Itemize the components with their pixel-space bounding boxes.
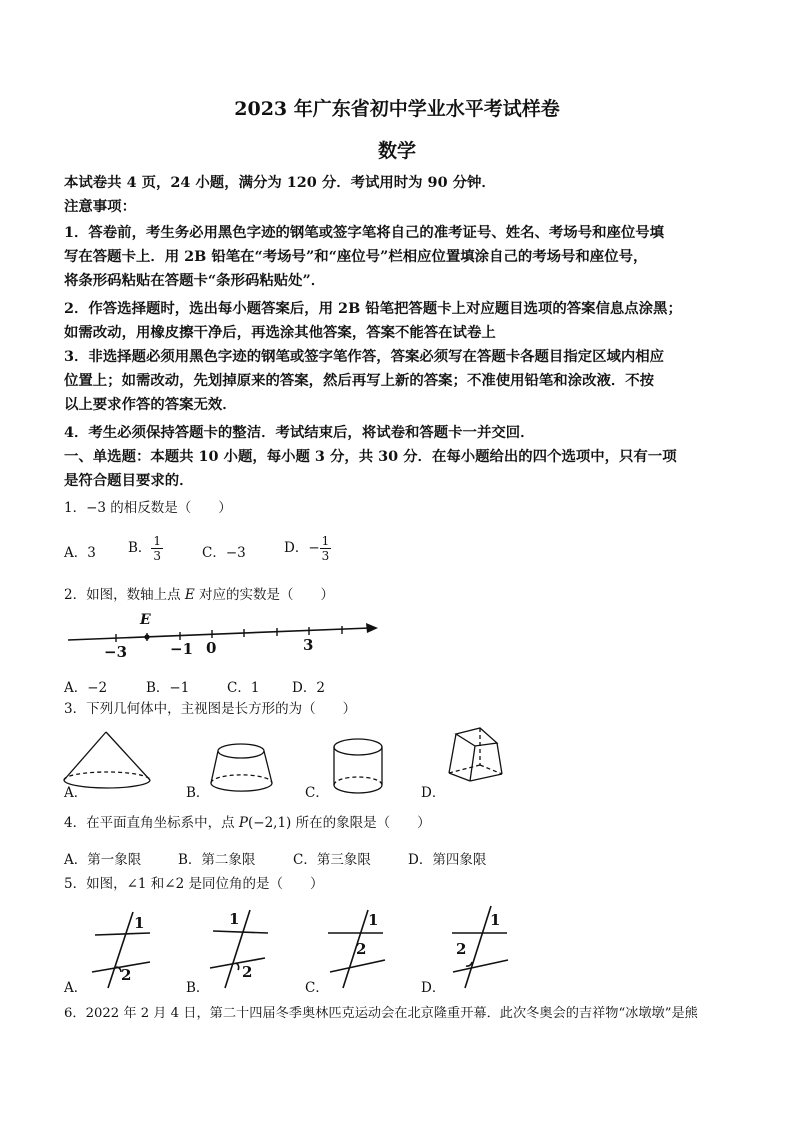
notice-4: 4．考生必须保持答题卡的整洁．考试结束后，将试卷和答题卡一并交回． [64,424,535,441]
b-angle1-label: 1 [229,910,240,928]
q4-option-b[interactable]: B．第二象限 [178,852,256,868]
d-angle2-label: 2 [456,940,467,958]
a-angle1-label: 1 [134,914,145,932]
q4-stem-coord: (−2,1) [247,815,292,831]
section-1-line-1: 一、单选题：本题共 10 小题，每小题 3 分，共 30 分．在每小题给出的四个选项中，只有一项 [64,448,677,465]
tick-label-m3: −3 [104,643,128,661]
q2-stem-var: E [184,587,195,603]
q3-option-d[interactable]: D． [421,785,446,801]
q2-option-d[interactable]: D．2 [292,680,325,696]
a-angle2-label: 2 [121,966,132,984]
q2-stem-post: 对应的实数是（ ） [194,587,335,603]
q1-d-denominator: 3 [321,549,330,563]
q1-option-b-label: B． [128,540,152,556]
q4-option-c[interactable]: C．第三象限 [293,852,371,868]
notice-2-line-2: 如需改动，用橡皮擦干净后，再选涂其他答案，答案不能答在试卷上 [64,324,496,341]
q5-option-b[interactable]: B． [186,980,210,996]
q1-option-d-label: D．− [284,540,320,556]
c-angle1-label: 1 [368,911,379,929]
exam-info: 本试卷共 4 页，24 小题，满分为 120 分．考试用时为 90 分钟． [64,174,496,191]
q2-stem-pre: 2．如图，数轴上点 [64,587,185,603]
q6-stem: 6．2022 年 2 月 4 日，第二十四届冬季奥林匹克运动会在北京隆重开幕．此次冬奥会的吉祥物“冰墩墩”是熊 [64,1006,698,1021]
q3-option-b[interactable]: B． [186,785,210,801]
q4-option-d[interactable]: D．第四象限 [408,852,487,868]
q4-stem-pre: 4．在平面直角坐标系中，点 [64,815,239,831]
notice-3-line-1: 3．非选择题必须用黑色字迹的钢笔或签字笔作答，答案必须写在答题卡各题目指定区域内相应 [64,348,665,365]
q3-option-a[interactable]: A． [64,785,88,801]
q1-stem: 1．−3 的相反数是（ ） [64,500,232,516]
q5-stem: 5．如图，∠1 和∠2 是同位角的是（ ） [64,876,324,892]
tick-label-0: 0 [206,639,217,657]
notice-1-line-1: 1．答卷前，考生务必用黑色字迹的钢笔或签字笔将自己的准考证号、姓名、考场号和座位号填 [64,224,665,241]
q3-option-c[interactable]: C． [305,785,329,801]
notice-1-line-3: 将条形码粘贴在答题卡“条形码粘贴处”． [64,272,326,289]
subject-title: 数学 [377,140,416,162]
q4-stem-var: P [238,815,248,831]
q1-option-c[interactable]: C．−3 [202,545,246,561]
q5-option-a[interactable]: A． [64,980,88,996]
q1-b-denominator: 3 [153,549,162,563]
q2-option-c[interactable]: C．1 [227,680,260,696]
notice-3-line-3: 以上要求作答的答案无效． [64,396,237,413]
q4-stem-post: 所在的象限是（ ） [291,815,431,831]
q2-option-b[interactable]: B．−1 [146,680,190,696]
b-angle2-label: 2 [242,963,253,981]
section-1-line-2: 是符合题目要求的． [64,472,194,489]
d-angle1-label: 1 [490,911,501,929]
q5-option-c[interactable]: C． [305,980,329,996]
c-angle2-label: 2 [356,940,367,958]
point-e-label: E [140,612,151,628]
exam-title: 2023 年广东省初中学业水平考试样卷 [234,98,560,120]
tick-label-m1: −1 [170,640,194,658]
notice-3-line-2: 位置上；如需改动，先划掉原来的答案，然后再写上新的答案；不准使用铅笔和涂改液．不按 [64,372,655,389]
notice-1-line-2: 写在答题卡上．用 2B 铅笔在“考场号”和“座位号”栏相应位置填涂自己的考场号和座位号， [64,248,648,265]
q1-option-a[interactable]: A．3 [64,545,96,561]
q5-option-d[interactable]: D． [421,980,446,996]
q4-option-a[interactable]: A．第一象限 [64,852,142,868]
notice-2-line-1: 2．作答选择题时，选出每小题答案后，用 2B 铅笔把答题卡上对应题目选项的答案信息点涂黑； [64,300,682,317]
tick-label-3: 3 [303,636,314,654]
q3-stem: 3．下列几何体中，主视图是长方形的为（ ） [64,701,357,717]
notice-title: 注意事项： [64,198,136,215]
q1-d-numerator: 1 [321,534,330,548]
q1-b-numerator: 1 [153,534,162,548]
q2-option-a[interactable]: A．−2 [64,680,108,696]
